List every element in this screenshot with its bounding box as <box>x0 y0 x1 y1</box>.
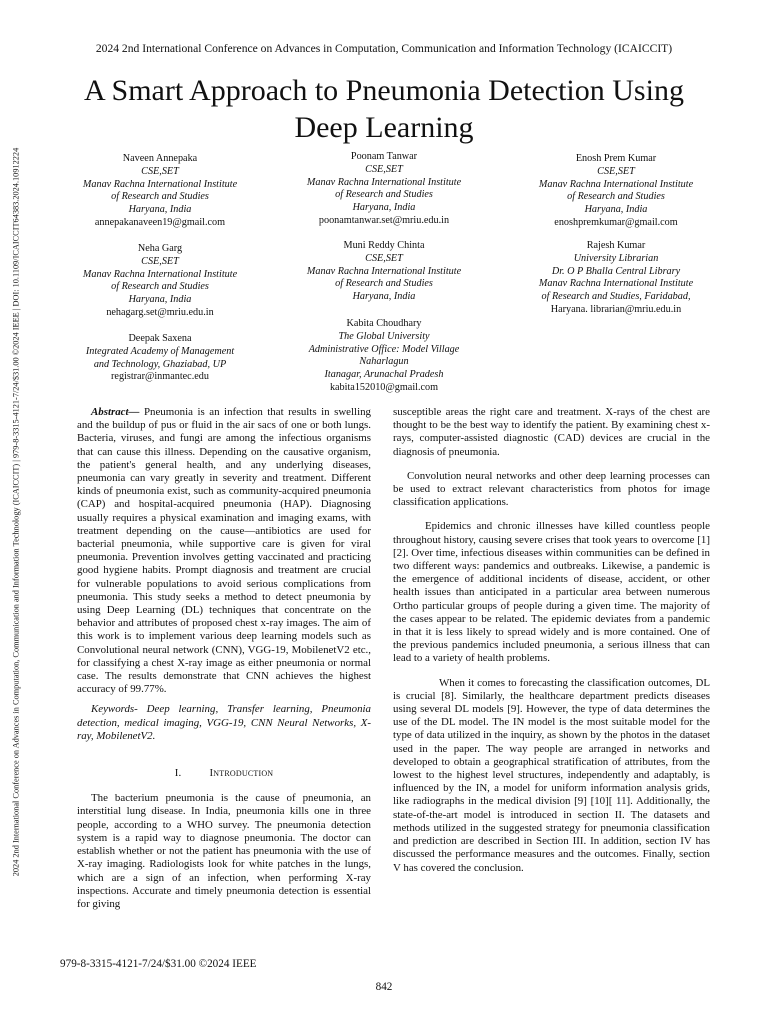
abstract <box>77 406 371 696</box>
author-name: Poonam Tanwar <box>350 151 418 162</box>
author-block <box>30 243 290 320</box>
right-column <box>393 406 710 875</box>
page-number: 842 <box>375 981 393 993</box>
author-name: Rajesh Kumar <box>586 240 646 251</box>
author-block <box>486 240 746 317</box>
side-doi-strip <box>10 82 22 942</box>
author-affiliation: of Research and Studies <box>335 278 433 290</box>
author-affiliation: of Research and Studies <box>335 189 433 201</box>
author-affiliation: Manav Rachna International Institute <box>82 178 238 190</box>
author-affiliation: The Global University <box>338 330 430 342</box>
section-heading <box>77 767 371 780</box>
author-name: Deepak Saxena <box>128 333 192 344</box>
author-dept: CSE,SET <box>365 163 403 175</box>
section-title: Introduction <box>209 767 274 780</box>
copyright-code: 979-8-3315-4121-7/24/$31.00 ©2024 IEEE <box>60 958 257 970</box>
author-affiliation: and Technology, Ghaziabad, UP <box>93 358 227 370</box>
author-email: nehagarg.set@mriu.edu.in <box>106 306 214 318</box>
author-name: Naveen Annepaka <box>122 153 198 164</box>
keywords: Keywords- Deep learning, Transfer learning, Pneumonia detection, medical imaging, VGG-19, CNN Neural Networks, X-ray, MobilenetV2. <box>77 703 371 742</box>
author-location: Haryana, India <box>584 204 648 216</box>
author-block <box>30 153 290 230</box>
side-doi-text: 2024 2nd International Conference on Advances in Computation, Communication and Information Technology (ICAICCIT) | 979-8-3315-4121-7/24/$31.00 ©2024 IEEE | DOI: 10.1109/ICAICCIT64383.2024.10912224 <box>11 147 21 877</box>
author-affiliation: Administrative Office: Model Village <box>308 343 460 355</box>
author-dept: CSE,SET <box>141 255 179 267</box>
author-name: Neha Garg <box>137 243 183 254</box>
author-block <box>254 151 514 228</box>
author-email: poonamtanwar.set@mriu.edu.in <box>318 214 450 226</box>
author-dept: CSE,SET <box>365 252 403 264</box>
author-dept: University Librarian <box>573 252 659 264</box>
author-dept: CSE,SET <box>597 165 635 177</box>
author-location: Haryana, India <box>128 294 192 306</box>
body-paragraph: When it comes to forecasting the classification outcomes, DL is crucial [8]. Similarly, the healthcare department predicts diseases using several DL models [9]. However, the type of data determines the use of the DL model. The IN model is the most suitable model for the type of data utilized in the inquiry, as shown by the photos in the dataset used in the paper. The way people are arranged in networks and developed to obtain a geographical stratification of attributes, from the lowest to the highest level structures, independently and adaptably, is influenced by the IN, a model for uniform information analysis grids, like radiographs in the medical division [9] [10][ 11]. Additionally, the state-of-the-art model is introduced in section II. The datasets and methods utilized in the suggested strategy for pneumonia classification and prediction are described in Section III. In addition, section IV has discussed the performance measures and the outcomes. Finally, section V has covered the conclusion. <box>393 676 710 874</box>
conference-header: 2024 2nd International Conference on Advances in Computation, Communication and Information Technology (ICAICCIT) <box>95 42 673 55</box>
author-name: Kabita Choudhary <box>346 318 422 329</box>
author-location: Haryana, India <box>352 291 416 303</box>
author-name: Enosh Prem Kumar <box>575 153 657 164</box>
author-location: Haryana, India <box>352 202 416 214</box>
author-location: Itanagar, Arunachal Pradesh <box>324 369 444 381</box>
author-affiliation: Manav Rachna International Institute <box>306 176 462 188</box>
author-email: enoshpremkumar@gmail.com <box>554 216 678 228</box>
author-affiliation: of Research and Studies, Faridabad, <box>541 291 691 303</box>
author-affiliation: of Research and Studies <box>111 191 209 203</box>
abstract-label: Abstract— <box>91 406 140 418</box>
abstract-text: Pneumonia is an infection that results in swelling and the buildup of pus or fluid in the air sacs of one or both lungs. Bacteria, viruses, and fungi are among the infectious organisms that can cause this illness. Depending on the causative organism, the patient's general health, and any underlying diseases, pneumonia can vary greatly in severity and treatment. Different kinds of pneumonia exist, such as community-acquired pneumonia (CAP) and hospital-acquired pneumonia (HAP). Diagnosing usually requires a physical examination and imaging exams, with treatment depending on the cause—antibiotics are used for bacterial pneumonia, while supportive care is given for viral pneumonia. Prevention involves getting vaccinated and practicing good hygiene habits. Prompt diagnosis and treatment are crucial for vulnerable populations to avoid serious complications from pneumonia. This study seeks a method to detect pneumonia by using Deep Learning (DL) techniques that concentrate on the behavior and attributes of proposed chest x-ray images. The aim of this work is to implement various deep learning models such as Convolutional neural network (CNN), VGG-19, MobilenetV2 etc., for classifying a chest X-ray image as either pneumonia or normal case. The results demonstrate that CNN achieves the highest accuracy of 99.77%. <box>77 406 371 696</box>
author-dept: CSE,SET <box>141 165 179 177</box>
intro-paragraph: The bacterium pneumonia is the cause of pneumonia, an interstitial lung disease. In India, pneumonia kills one in three people, according to a WHO survey. The pneumonia detection system is a rapid way to diagnose pneumonia. The doctor can establish whether or not the patient has pneumonia with the use of X-ray imaging. Radiologists look for white patches in the lungs, which are a sign of an infection, when performing X-ray inspections. Accurate and timely pneumonia detection is essential for giving <box>77 792 371 910</box>
author-affiliation: Integrated Academy of Management <box>85 345 235 357</box>
author-block <box>486 153 746 230</box>
title-line-2: Deep Learning <box>294 111 474 144</box>
author-affiliation: Naharlagun <box>359 356 409 368</box>
author-affiliation: Manav Rachna International Institute <box>306 265 462 277</box>
author-affiliation: Manav Rachna International Institute <box>82 268 238 280</box>
author-email: annepakanaveen19@gmail.com <box>94 216 226 228</box>
author-block <box>30 333 290 384</box>
body-paragraph: Epidemics and chronic illnesses have killed countless people throughout history, causing severe crises that took years to overcome [1][2]. Over time, infectious diseases within communities can be defined in two different ways: pandemics and outbreaks. Likewise, a pandemic is the emergence of additional incidents of disease, accident, or other health issues than anticipated in a particular area between numerous Ortho particular groups of people during a given time. The majority of the cases appear to be related. The epidemic deviates from a pandemic in that it is less likely to spread widely and is more contained. One of the previous pandemics included pneumonia, a serious illness that can lead to a variety of health problems. <box>393 520 710 665</box>
author-affiliation: Manav Rachna International Institute <box>538 278 694 290</box>
body-paragraph: susceptible areas the right care and treatment. X-rays of the chest are thought to be the best way to identify the patient. By examining chest x-rays, computer-assisted diagnostic (CAD) devices are crucial in the diagnosis of pneumonia. <box>393 406 710 458</box>
author-affiliation: Manav Rachna International Institute <box>538 178 694 190</box>
left-column <box>77 406 371 911</box>
author-name: Muni Reddy Chinta <box>343 240 425 251</box>
author-affiliation: Dr. O P Bhalla Central Library <box>551 265 681 277</box>
author-email: registrar@inmantec.edu <box>111 371 209 383</box>
title-line-1: A Smart Approach to Pneumonia Detection Using <box>84 74 684 107</box>
author-email: Haryana. librarian@mriu.edu.in <box>550 303 682 315</box>
paper-title <box>40 72 728 146</box>
author-affiliation: of Research and Studies <box>111 281 209 293</box>
author-location: Haryana, India <box>128 204 192 216</box>
author-affiliation: of Research and Studies <box>567 191 665 203</box>
body-paragraph: Convolution neural networks and other deep learning processes can be used to extract relevant characteristics from photos for image classification applications. <box>393 469 710 509</box>
author-block <box>254 318 514 395</box>
section-number: I. <box>174 767 182 780</box>
author-email: kabita152010@gmail.com <box>329 381 439 393</box>
author-block <box>254 240 514 304</box>
